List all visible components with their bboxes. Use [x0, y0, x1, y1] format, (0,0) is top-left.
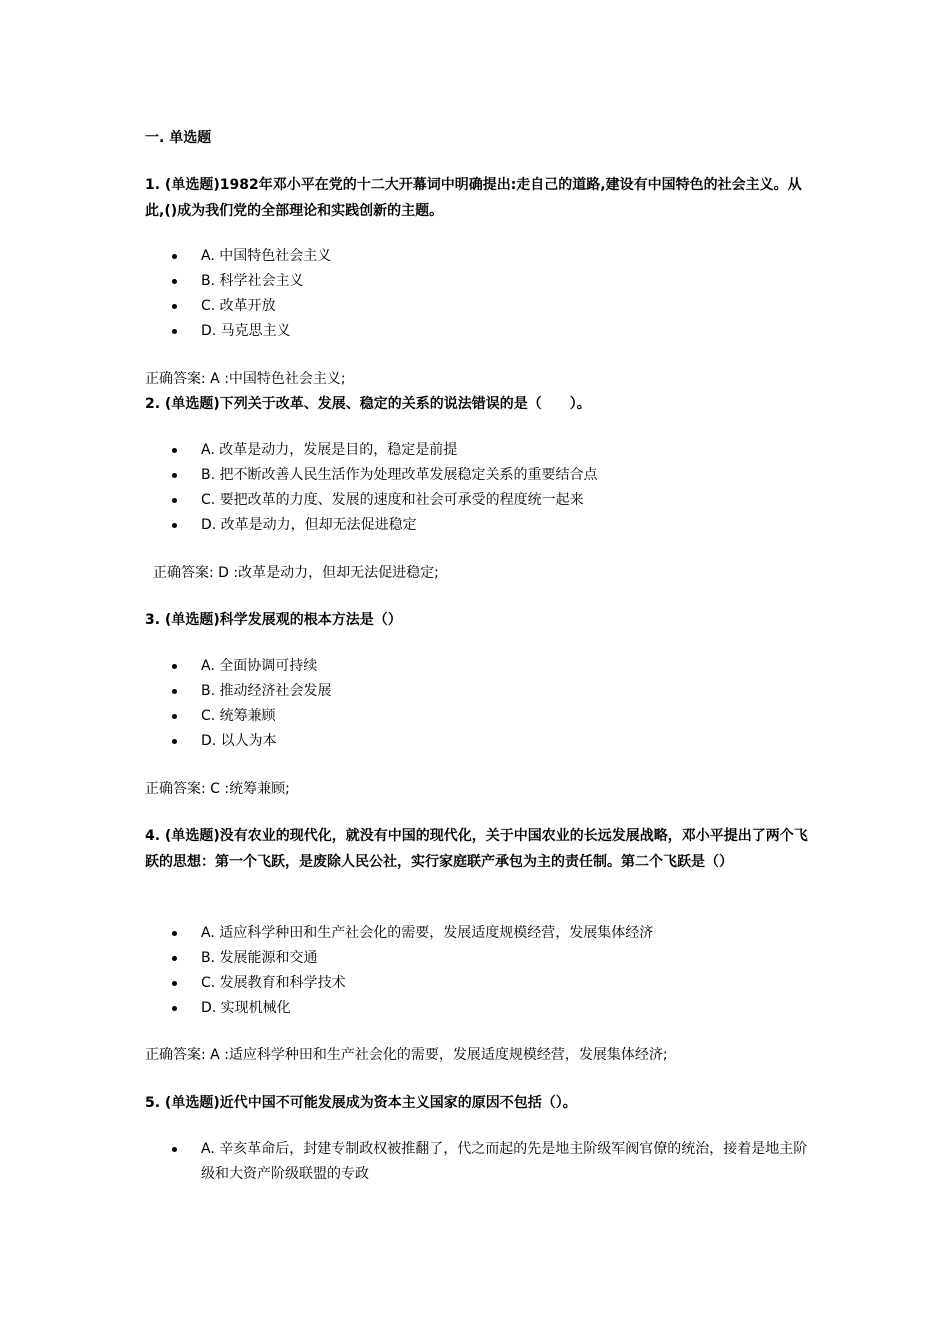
bullet-icon [172, 956, 177, 961]
question-4-option-b [172, 946, 812, 971]
question-4-text: 4. (单选题)没有农业的现代化，就没有中国的现代化，关于中国农业的长远发展战略，邓小平提出了两个飞跃的思想：第一个飞跃，是废除人民公社，实行家庭联产承包为主的责任制。第二个飞跃是（） [145, 828, 808, 870]
option-label: A. 中国特色社会主义 [201, 248, 332, 264]
question-5-option-a [172, 1137, 812, 1187]
question-2-option-d [172, 513, 812, 538]
option-label: B. 把不断改善人民生活作为处理改革发展稳定关系的重要结合点 [201, 467, 598, 483]
option-label: D. 实现机械化 [201, 1000, 291, 1016]
option-label: A. 适应科学种田和生产社会化的需要，发展适度规模经营，发展集体经济 [201, 925, 654, 941]
question-2-text: 2. (单选题)下列关于改革、发展、稳定的关系的说法错误的是（ ）。 [145, 396, 591, 412]
bullet-icon [172, 1006, 177, 1011]
question-2-option-a [172, 438, 812, 463]
question-1-option-a [172, 244, 812, 269]
option-label: A. 全面协调可持续 [201, 658, 318, 674]
option-label: B. 科学社会主义 [201, 273, 304, 289]
question-3-option-d [172, 729, 812, 754]
option-label: C. 要把改革的力度、发展的速度和社会可承受的程度统一起来 [201, 492, 584, 508]
question-3-answer: 正确答案: C :统筹兼顾; [145, 781, 290, 797]
bullet-icon [172, 739, 177, 744]
bullet-icon [172, 689, 177, 694]
question-2-option-c [172, 488, 812, 513]
question-3-option-b [172, 679, 812, 704]
question-4-option-d [172, 996, 812, 1021]
question-4-option-c [172, 971, 812, 996]
question-3-option-c [172, 704, 812, 729]
bullet-icon [172, 981, 177, 986]
question-1-text: 1. (单选题)1982年邓小平在党的十二大开幕词中明确提出:走自己的道路,建设有中国特色的社会主义。从此,()成为我们党的全部理论和实践创新的主题。 [145, 177, 802, 219]
section-title: 一. 单选题 [145, 130, 212, 146]
bullet-icon [172, 279, 177, 284]
bullet-icon [172, 1147, 177, 1152]
option-label: C. 发展教育和科学技术 [201, 975, 346, 991]
bullet-icon [172, 523, 177, 528]
question-5-text: 5. (单选题)近代中国不可能发展成为资本主义国家的原因不包括（）。 [145, 1095, 577, 1111]
question-1-option-b [172, 269, 812, 294]
option-label: D. 改革是动力，但却无法促进稳定 [201, 517, 417, 533]
bullet-icon [172, 714, 177, 719]
option-label: D. 以人为本 [201, 733, 277, 749]
option-label: D. 马克思主义 [201, 323, 291, 339]
option-label: A. 辛亥革命后，封建专制政权被推翻了，代之而起的先是地主阶级军阀官僚的统治，接着是地主阶级和大资产阶级联盟的专政 [201, 1141, 808, 1182]
question-3-option-a [172, 654, 812, 679]
bullet-icon [172, 498, 177, 503]
question-1-option-d [172, 319, 812, 344]
bullet-icon [172, 254, 177, 259]
bullet-icon [172, 448, 177, 453]
question-4-option-a [172, 921, 812, 946]
bullet-icon [172, 304, 177, 309]
option-label: B. 发展能源和交通 [201, 950, 318, 966]
question-1-option-c [172, 294, 812, 319]
question-2-option-b [172, 463, 812, 488]
option-label: B. 推动经济社会发展 [201, 683, 332, 699]
option-label: C. 改革开放 [201, 298, 276, 314]
option-label: A. 改革是动力，发展是目的，稳定是前提 [201, 442, 458, 458]
question-1-answer: 正确答案: A :中国特色社会主义; [145, 371, 346, 387]
question-3-text: 3. (单选题)科学发展观的根本方法是（） [145, 612, 402, 628]
bullet-icon [172, 664, 177, 669]
question-2-answer: 正确答案: D :改革是动力，但却无法促进稳定; [153, 565, 439, 581]
question-4-answer: 正确答案: A :适应科学种田和生产社会化的需要，发展适度规模经营，发展集体经济; [145, 1047, 668, 1063]
bullet-icon [172, 473, 177, 478]
bullet-icon [172, 329, 177, 334]
option-label: C. 统筹兼顾 [201, 708, 276, 724]
bullet-icon [172, 931, 177, 936]
